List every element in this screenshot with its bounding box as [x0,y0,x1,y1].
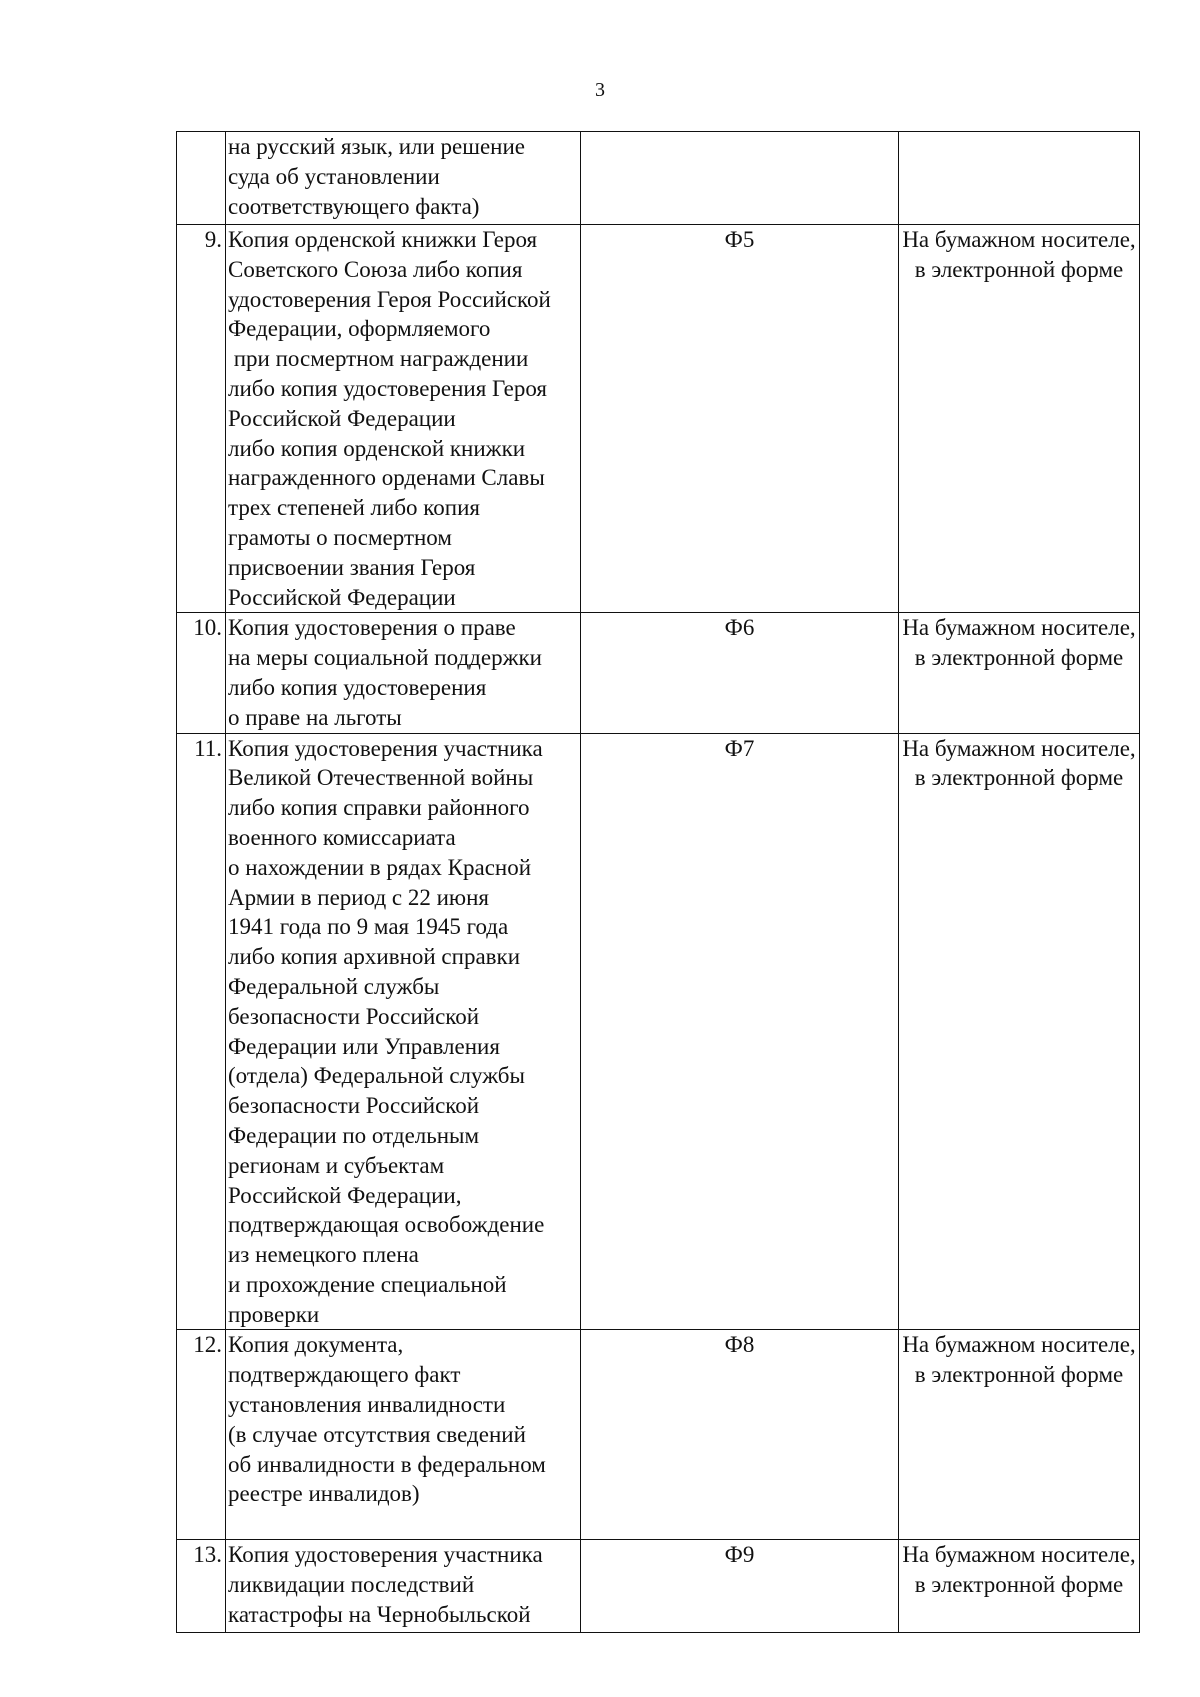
document-name-line: установления инвалидности [228,1392,506,1418]
document-name-line: (в случае отсутствия сведений [228,1421,526,1447]
document-name-line: катастрофы на Чернобыльской [228,1602,531,1628]
document-name-line: подтверждающего факт [228,1362,461,1388]
document-name-line: либо копия справки районного [228,795,530,821]
form-code-cell [581,733,899,1330]
row-number-cell [177,613,226,733]
document-name-line: Советского Союза либо копия [228,256,523,282]
row-number-cell [177,1330,226,1540]
form-code: Ф9 [724,1542,755,1568]
document-name-line: соответствующего факта) [228,193,480,219]
row-number-cell [177,225,226,613]
submission-medium-line: в электронной форме [914,256,1124,282]
document-name-line: из немецкого плена [228,1242,419,1268]
submission-medium-line: На бумажном носителе, [902,1542,1136,1568]
submission-medium-line: в электронной форме [914,1572,1124,1598]
document-name-line: удостоверения Героя Российской [228,286,551,312]
form-code: Ф5 [724,227,755,252]
form-code: Ф6 [724,615,755,641]
table-row [177,733,1140,1330]
document-name-line: Копия удостоверения о праве [228,615,516,641]
submission-medium-cell [899,733,1140,1330]
document-name-cell [226,733,581,1330]
form-code-cell [581,1540,899,1633]
row-number-cell [177,132,226,225]
document-name-line: безопасности Российской [228,1003,480,1029]
row-number: 13. [193,1542,222,1568]
document-name-line: о нахождении в рядах Красной [228,854,532,880]
document-name-line: грамоты о посмертном [228,524,452,550]
row-number: 11. [194,735,222,761]
table-row [177,225,1140,613]
document-name-cell [226,225,581,613]
document-name-line: Российской Федерации [228,405,456,431]
document-name-line: либо копия удостоверения [228,674,487,700]
document-name-line: либо копия архивной справки [228,944,521,970]
document-name-line: о праве на льготы [228,704,402,730]
document-name-line: Российской Федерации, [228,1182,462,1208]
form-code: Ф7 [724,735,755,761]
document-name-cell [226,613,581,733]
document-name-line: реестре инвалидов) [228,1481,420,1507]
document-name-cell [226,1540,581,1633]
document-name-line: Армии в период с 22 июня [228,884,489,910]
submission-medium-cell [899,225,1140,613]
table-row [177,1330,1140,1540]
form-code-cell [581,132,899,225]
row-number: 9. [204,227,222,252]
submission-medium-line: На бумажном носителе, [902,615,1136,641]
submission-medium-line: На бумажном носителе, [902,735,1136,761]
document-name-line: при посмертном награждении [228,346,529,372]
document-name-line: ликвидации последствий [228,1572,475,1598]
document-name-line: на меры социальной поддержки [228,645,542,671]
document-name-line: 1941 года по 9 мая 1945 года [228,914,509,940]
document-name-line: Федерации или Управления [228,1033,500,1059]
document-name-line: регионам и субъектам [228,1152,445,1178]
table-row [177,1540,1140,1633]
document-name-line: подтверждающая освобождение [228,1212,545,1238]
submission-medium-line: На бумажном носителе, [902,227,1136,252]
document-name-line: Российской Федерации [228,584,456,610]
document-name-line: Копия удостоверения участника [228,1542,543,1568]
document-name-line: и прохождение специальной [228,1271,507,1297]
table-row [177,132,1140,225]
document-name-line: суда об установлении [228,163,440,189]
document-name-line: либо копия удостоверения Героя [228,375,547,401]
document-name-line: Копия документа, [228,1332,404,1358]
submission-medium-line: На бумажном носителе, [902,1332,1136,1358]
submission-medium-cell [899,1330,1140,1540]
document-name-line: либо копия орденской книжки [228,435,526,461]
document-name-line: проверки [228,1301,320,1327]
form-code: Ф8 [724,1332,755,1358]
documents-table [176,131,1140,1633]
submission-medium-line: в электронной форме [914,765,1124,791]
document-name-line: присвоении звания Героя [228,554,476,580]
document-name-line: Копия орденской книжки Героя [228,227,538,252]
document-name-line: Федерации, оформляемого [228,316,491,342]
submission-medium-cell [899,1540,1140,1633]
table-row [177,613,1140,733]
page-number: 3 [595,79,605,101]
submission-medium-cell [899,132,1140,225]
form-code-cell [581,613,899,733]
document-name-line: на русский язык, или решение [228,134,526,159]
row-number-cell [177,733,226,1330]
row-number-cell [177,1540,226,1633]
form-code-cell [581,1330,899,1540]
document-name-line: Копия удостоверения участника [228,735,543,761]
row-number: 12. [193,1332,222,1358]
document-name-line: (отдела) Федеральной службы [228,1063,525,1089]
document-name-line: военного комиссариата [228,824,456,850]
document-name-line: безопасности Российской [228,1093,480,1119]
documents-table-body [177,132,1140,1633]
submission-medium-line: в электронной форме [914,1362,1124,1388]
document-name-line: об инвалидности в федеральном [228,1451,546,1477]
form-code-cell [581,225,899,613]
row-number: 10. [193,615,222,641]
document-name-cell [226,1330,581,1540]
submission-medium-line: в электронной форме [914,645,1124,671]
document-name-line: Федерации по отдельным [228,1122,480,1148]
document-name-cell [226,132,581,225]
document-name-line: Федеральной службы [228,973,440,999]
document-name-line: награжденного орденами Славы [228,465,545,491]
document-name-line: Великой Отечественной войны [228,765,534,791]
submission-medium-cell [899,613,1140,733]
document-name-line: трех степеней либо копия [228,495,480,521]
